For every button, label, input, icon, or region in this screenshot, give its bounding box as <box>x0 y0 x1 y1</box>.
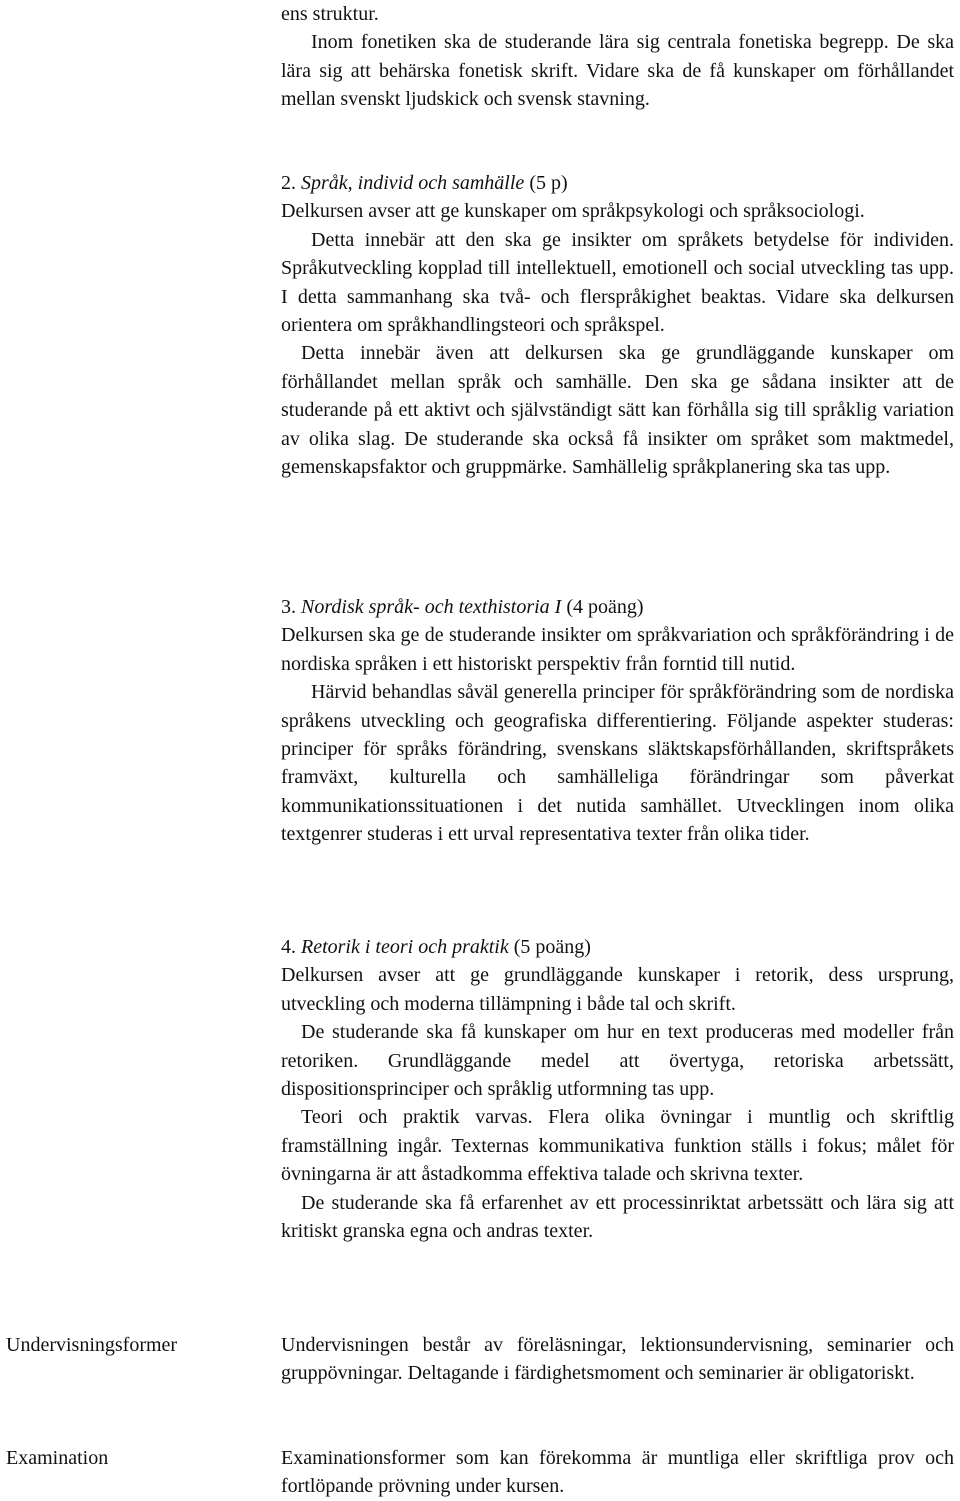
section-2-paragraph-3: Detta innebär även att delkursen ska ge grundläggande kunskaper om förhållandet mellan språk och samhälle. Den ska ge sådana insikter att de studerande på ett aktivt och självständigt sätt kan förhålla sig till språklig variation av olika slag. De studerande ska också få insikter om språket som maktmedel, gemenskapsfaktor och gruppmärke. Samhällelig språkplanering ska tas upp. <box>281 342 954 479</box>
intro-paragraph-2: Inom fonetiken ska de studerande lära sig centrala fonetiska begrepp. De ska lära sig att behärska fonetisk skrift. Vidare ska de få kunskaper om förhållandet mellan svenskt ljudskick och svensk stavning. <box>281 31 954 111</box>
section-4-heading <box>281 933 954 961</box>
undervisningsformer-paragraph: Undervisningen består av föreläsningar, lektionsundervisning, seminarier och gruppövningar. Deltagande i färdighetsmoment och seminarier är obligatoriskt. <box>281 1334 954 1385</box>
section-2-number: 2. <box>281 172 296 194</box>
section-4-paragraph-1: Delkursen avser att ge grundläggande kunskaper i retorik, dess ursprung, utveckling och moderna tillämpning i både tal och skrift. <box>281 964 954 1015</box>
examination-text <box>281 1444 954 1501</box>
section-4 <box>281 933 954 1245</box>
section-3 <box>281 593 954 849</box>
section-3-credits: (4 poäng) <box>566 596 644 618</box>
section-3-heading <box>281 593 954 621</box>
section-2-title: Språk, individ och samhälle <box>301 172 525 194</box>
section-3-paragraph-2: Härvid behandlas såväl generella principer för språkförändring som de nordiska språkens utveckling och geografiska differentiering. Följande aspekter studeras: principer för språks förändring, svenskans släktskapsförhållanden, skriftspråkets framväxt, kulturella och samhälleliga förändringar som påverkat kommunikationssituationen i det nutida samhället. Utvecklingen inom olika textgenrer studeras i ett urval representativa texter från olika tider. <box>281 681 954 846</box>
section-2-paragraph-2: Detta innebär att den ska ge insikter om språkets betydelse för individen. Språkutveckling kopplad till intellektuell, emotionell och social utveckling tas upp. I detta sammanhang ska två- och flerspråkighet beaktas. Vidare ska delkursen orientera om språkhandlingsteori och språkspel. <box>281 228 954 337</box>
section-2-heading <box>281 169 954 197</box>
undervisningsformer-label: Undervisningsformer <box>6 1334 178 1356</box>
examination-label: Examination <box>6 1447 109 1469</box>
section-3-title: Nordisk språk- och texthistoria I <box>301 596 562 618</box>
section-4-credits: (5 poäng) <box>513 936 591 958</box>
examination-paragraph: Examinationsformer som kan förekomma är muntliga eller skriftliga prov och fortlöpande prövning under kursen. <box>281 1447 954 1498</box>
section-2-credits: (5 p) <box>529 172 568 194</box>
intro-paragraph-1: ens struktur. <box>281 3 379 25</box>
section-2-paragraph-1: Delkursen avser att ge kunskaper om språkpsykologi och språksociologi. <box>281 200 865 223</box>
section-2 <box>281 169 954 481</box>
section-4-paragraph-2: De studerande ska få kunskaper om hur en text produceras med modeller från retoriken. Grundläggande medel att övertyga, retoriska arbetssätt, dispositionsprinciper och språklig utformning tas upp. <box>281 1021 954 1101</box>
course-description <box>281 0 954 114</box>
section-4-paragraph-3: Teori och praktik varvas. Flera olika övningar i muntlig och skriftlig framställning ingår. Texternas kommunikativa funktion ställs i fokus; målet för övningarna är att åstadkomma effektiva talade och skrivna texter. <box>281 1106 954 1186</box>
section-3-number: 3. <box>281 596 296 618</box>
section-4-title: Retorik i teori och praktik <box>301 936 509 958</box>
undervisningsformer-text <box>281 1331 954 1388</box>
section-4-number: 4. <box>281 936 296 958</box>
section-3-paragraph-1: Delkursen ska ge de studerande insikter om språkvariation och språkförändring i de nordiska språken i ett historiskt perspektiv från forntid till nutid. <box>281 624 954 675</box>
section-4-paragraph-4: De studerande ska få erfarenhet av ett processinriktat arbetssätt och lära sig att kritiskt granska egna och andras texter. <box>281 1191 954 1243</box>
